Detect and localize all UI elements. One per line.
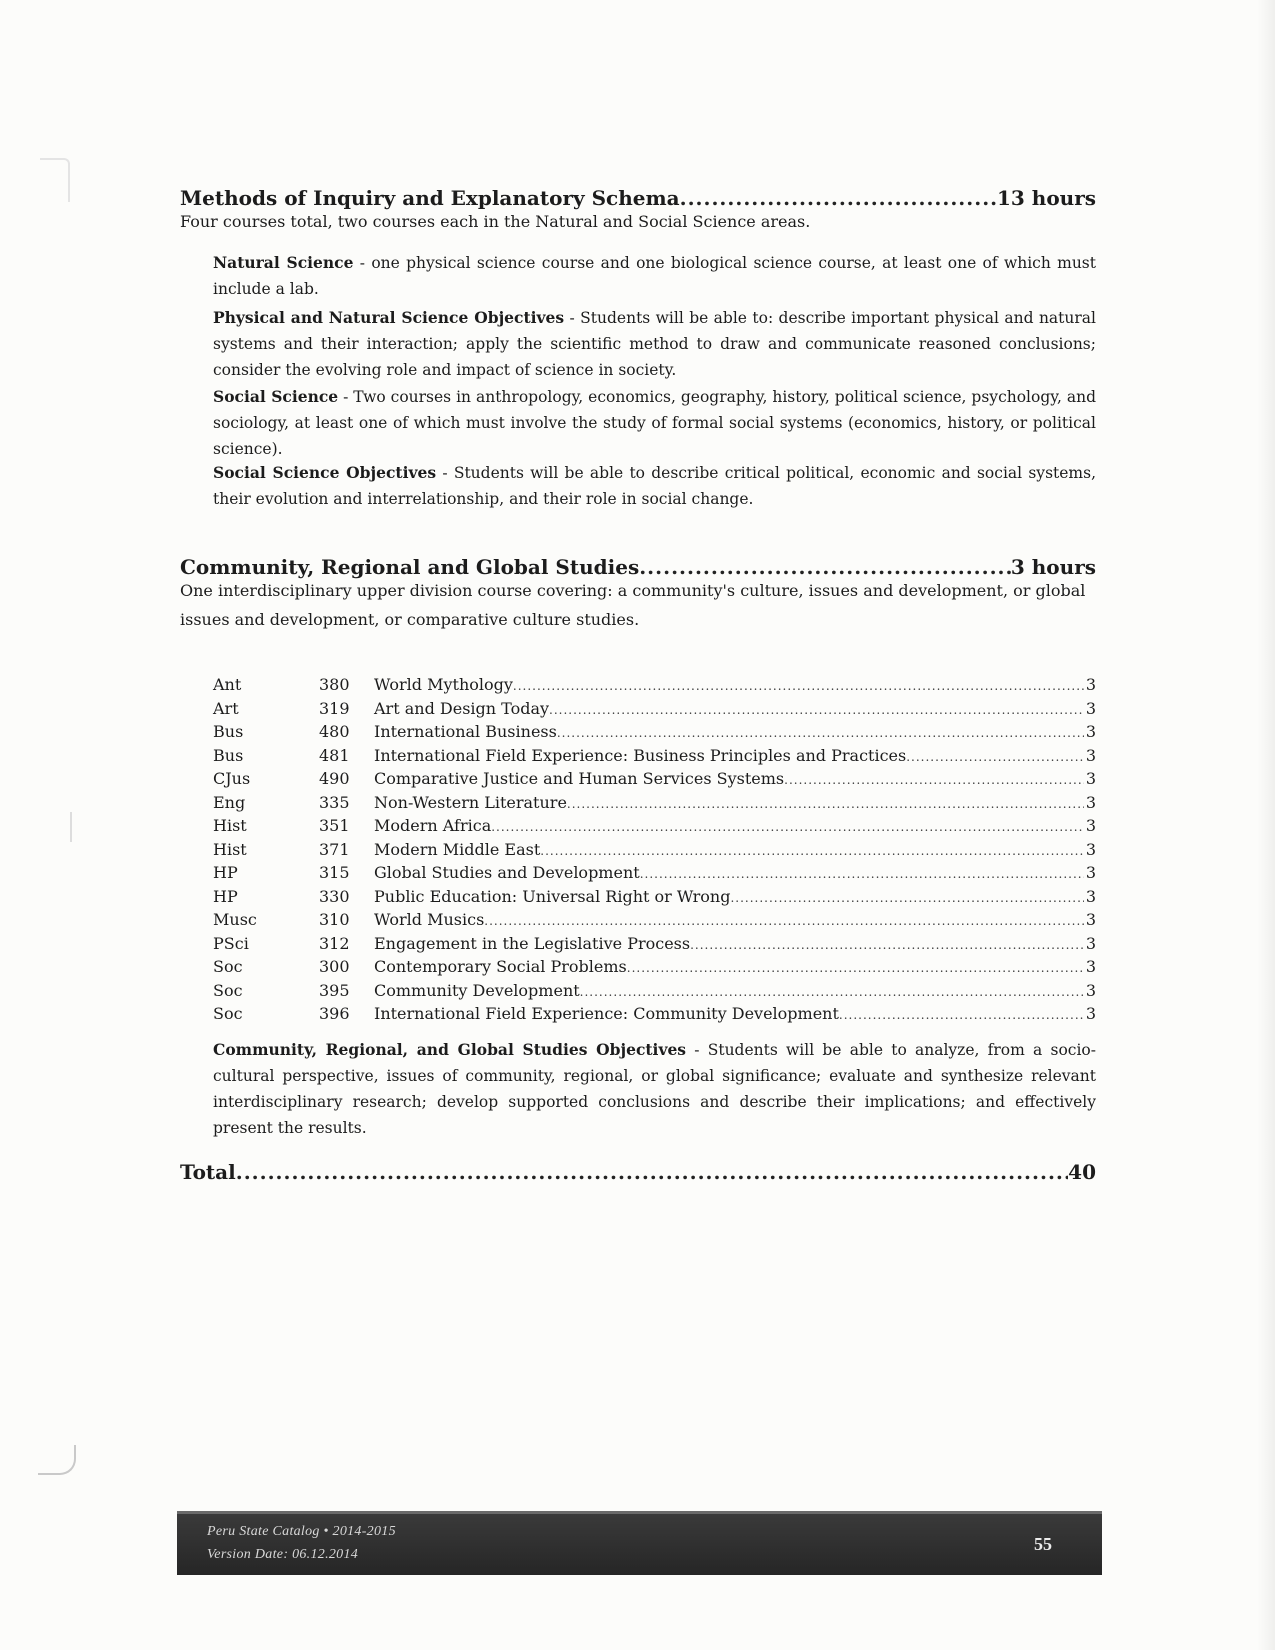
- course-title: Contemporary Social Problems: [374, 957, 627, 976]
- course-row: [213, 908, 1096, 932]
- scan-artifact: [70, 812, 72, 842]
- course-dept: Ant: [213, 675, 242, 694]
- course-list: [213, 673, 1096, 1026]
- leader-dots: [549, 699, 1084, 723]
- course-row: [213, 720, 1096, 744]
- course-hours: 3: [1085, 698, 1096, 718]
- course-title: Engagement in the Legislative Process: [374, 933, 691, 953]
- course-dept: Soc: [213, 980, 243, 1000]
- course-dept: HP: [213, 863, 238, 882]
- paragraph-label: Social Science Objectives: [213, 463, 437, 482]
- course-hours: 3: [1085, 980, 1096, 1000]
- course-dept: HP: [213, 886, 238, 906]
- course-dept: Hist: [213, 839, 247, 859]
- course-title: Modern Middle East: [374, 839, 541, 859]
- course-row: [213, 697, 1096, 721]
- course-title-cell: [374, 744, 1084, 770]
- leader-dots: [730, 887, 1084, 911]
- leader-dots: [557, 722, 1084, 746]
- paragraph-label: Natural Science: [213, 253, 354, 272]
- catalog-name: Peru State Catalog • 2014-2015: [207, 1524, 396, 1539]
- leader-dots: [567, 793, 1084, 817]
- paragraph-text: - Students will be able to analyze, from a socio-cultural perspective, issues of community, regional, or global significance; evaluate and synthesize relevant interdisciplinary research; develop supported conclusions and describe their implications; and effectively present the results.: [213, 1041, 1097, 1137]
- course-dept: PSci: [213, 933, 249, 953]
- leader-dots: [580, 981, 1084, 1005]
- paragraph-social-science: [213, 384, 1096, 462]
- course-hours: 3: [1085, 769, 1096, 788]
- leader-dots: [236, 1160, 1068, 1184]
- course-number: 312: [319, 933, 350, 953]
- course-hours: 3: [1085, 1004, 1096, 1023]
- course-dept: CJus: [213, 769, 251, 788]
- course-title: Non-Western Literature: [374, 792, 567, 812]
- course-dept: Bus: [213, 745, 244, 765]
- course-row: [213, 744, 1096, 768]
- course-row: [213, 838, 1096, 862]
- paragraph-text: - one physical science course and one biological science course, at least one of which must include a lab.: [213, 254, 1096, 298]
- course-hours: 3: [1085, 745, 1096, 765]
- course-title-cell: [374, 838, 1084, 864]
- course-title-cell: [374, 955, 1084, 981]
- course-hours: 3: [1085, 863, 1096, 882]
- course-title: International Business: [374, 722, 557, 741]
- course-row: [213, 955, 1096, 979]
- course-title: Public Education: Universal Right or Wrong: [374, 886, 731, 906]
- total-value: 40: [1068, 1160, 1096, 1184]
- leader-dots: [690, 934, 1084, 958]
- course-title: Art and Design Today: [374, 698, 550, 718]
- course-number: 490: [319, 769, 350, 788]
- course-row: [213, 1002, 1096, 1026]
- course-number: 481: [319, 745, 350, 765]
- total-row: [180, 1160, 1096, 1184]
- course-title-cell: [374, 697, 1084, 723]
- course-number: 315: [319, 863, 350, 882]
- course-number: 380: [319, 675, 350, 694]
- course-hours: 3: [1085, 675, 1096, 694]
- course-title-cell: [374, 908, 1084, 934]
- paragraph-text: - Students will be able to: describe important physical and natural systems and their interaction; apply the scientific method to draw and communicate reasoned conclusions; consider the evolving role and impact of science in society.: [213, 309, 1096, 379]
- course-row: [213, 979, 1096, 1003]
- course-dept: Soc: [213, 957, 243, 976]
- course-number: 330: [319, 886, 350, 906]
- paragraph-label: Community, Regional, and Global Studies Objectives: [213, 1040, 687, 1059]
- course-number: 396: [319, 1004, 350, 1023]
- scan-artifact: [38, 1445, 76, 1475]
- leader-dots: [839, 1004, 1084, 1028]
- course-title-cell: [374, 791, 1084, 817]
- course-row: [213, 885, 1096, 909]
- course-number: 351: [319, 816, 350, 835]
- course-hours: 3: [1085, 722, 1096, 741]
- course-row: [213, 814, 1096, 838]
- section-hours: 3 hours: [1010, 555, 1096, 579]
- page-footer: [177, 1511, 1102, 1575]
- course-row: [213, 767, 1096, 791]
- course-dept: Hist: [213, 816, 247, 835]
- course-title-cell: [374, 767, 1084, 793]
- course-title: Comparative Justice and Human Services Systems: [374, 769, 785, 788]
- section-description: Four courses total, two courses each in the Natural and Social Science areas.: [180, 212, 811, 231]
- section-title: Community, Regional and Global Studies: [180, 555, 640, 579]
- paragraph-social-science-objectives: [213, 460, 1096, 512]
- course-title-cell: [374, 720, 1084, 746]
- course-row: [213, 673, 1096, 697]
- course-title-cell: [374, 861, 1084, 887]
- course-number: 395: [319, 980, 350, 1000]
- course-number: 300: [319, 957, 350, 976]
- leader-dots: [627, 957, 1084, 981]
- course-hours: 3: [1085, 933, 1096, 953]
- course-title-cell: [374, 673, 1084, 699]
- leader-dots: [784, 769, 1084, 793]
- course-title-cell: [374, 979, 1084, 1005]
- leader-dots: [540, 840, 1084, 864]
- course-number: 480: [319, 722, 350, 741]
- course-title-cell: [374, 932, 1084, 958]
- course-title: Community Development: [374, 980, 580, 1000]
- scan-artifact: [40, 158, 70, 202]
- leader-dots: [906, 746, 1084, 770]
- section-title: Methods of Inquiry and Explanatory Schema: [180, 186, 680, 210]
- course-number: 319: [319, 698, 350, 718]
- course-title-cell: [374, 814, 1084, 840]
- leader-dots: [640, 863, 1084, 887]
- course-dept: Soc: [213, 1004, 243, 1023]
- paragraph-natural-science: [213, 250, 1096, 302]
- paragraph-physical-natural-objectives: [213, 305, 1096, 383]
- course-number: 310: [319, 910, 350, 929]
- course-row: [213, 791, 1096, 815]
- course-title: International Field Experience: Business Principles and Practices: [374, 745, 907, 765]
- section-description: One interdisciplinary upper division course covering: a community's culture, issues and development, or global issues and development, or comparative culture studies.: [180, 581, 1086, 629]
- paragraph-label: Social Science: [213, 387, 339, 406]
- course-hours: 3: [1085, 792, 1096, 812]
- paragraph-text: - Two courses in anthropology, economics, geography, history, political science, psychology, and sociology, at least one of which must involve the study of formal social systems (economics, history, or political science).: [213, 388, 1096, 458]
- course-number: 371: [319, 839, 350, 859]
- course-dept: Eng: [213, 792, 246, 812]
- total-label: Total: [180, 1160, 236, 1184]
- course-title: International Field Experience: Community Development: [374, 1004, 839, 1023]
- course-title: Modern Africa: [374, 816, 492, 835]
- paragraph-label: Physical and Natural Science Objectives: [213, 308, 565, 327]
- course-dept: Bus: [213, 722, 244, 741]
- leader-dots: [484, 910, 1084, 934]
- course-row: [213, 932, 1096, 956]
- leader-dots: [513, 675, 1084, 699]
- paragraph-community-objectives: [213, 1037, 1096, 1141]
- version-date: Version Date: 06.12.2014: [207, 1547, 359, 1562]
- course-title-cell: [374, 1002, 1084, 1028]
- course-hours: 3: [1085, 886, 1096, 906]
- section-hours: 13 hours: [996, 186, 1096, 210]
- course-hours: 3: [1085, 957, 1096, 976]
- course-hours: 3: [1085, 839, 1096, 859]
- course-title: World Musics: [374, 910, 485, 929]
- scan-shadow-edge: [1257, 0, 1275, 1650]
- page-number: 55: [1034, 1534, 1052, 1554]
- course-number: 335: [319, 792, 350, 812]
- course-dept: Art: [213, 698, 239, 718]
- course-dept: Musc: [213, 910, 257, 929]
- course-title-cell: [374, 885, 1084, 911]
- course-title: World Mythology: [374, 675, 513, 694]
- course-title: Global Studies and Development: [374, 863, 640, 882]
- paragraph-text: - Students will be able to describe critical political, economic and social systems, their evolution and interrelationship, and their role in social change.: [213, 464, 1096, 508]
- leader-dots: [491, 816, 1084, 840]
- course-hours: 3: [1085, 910, 1096, 929]
- course-row: [213, 861, 1096, 885]
- course-hours: 3: [1085, 816, 1096, 835]
